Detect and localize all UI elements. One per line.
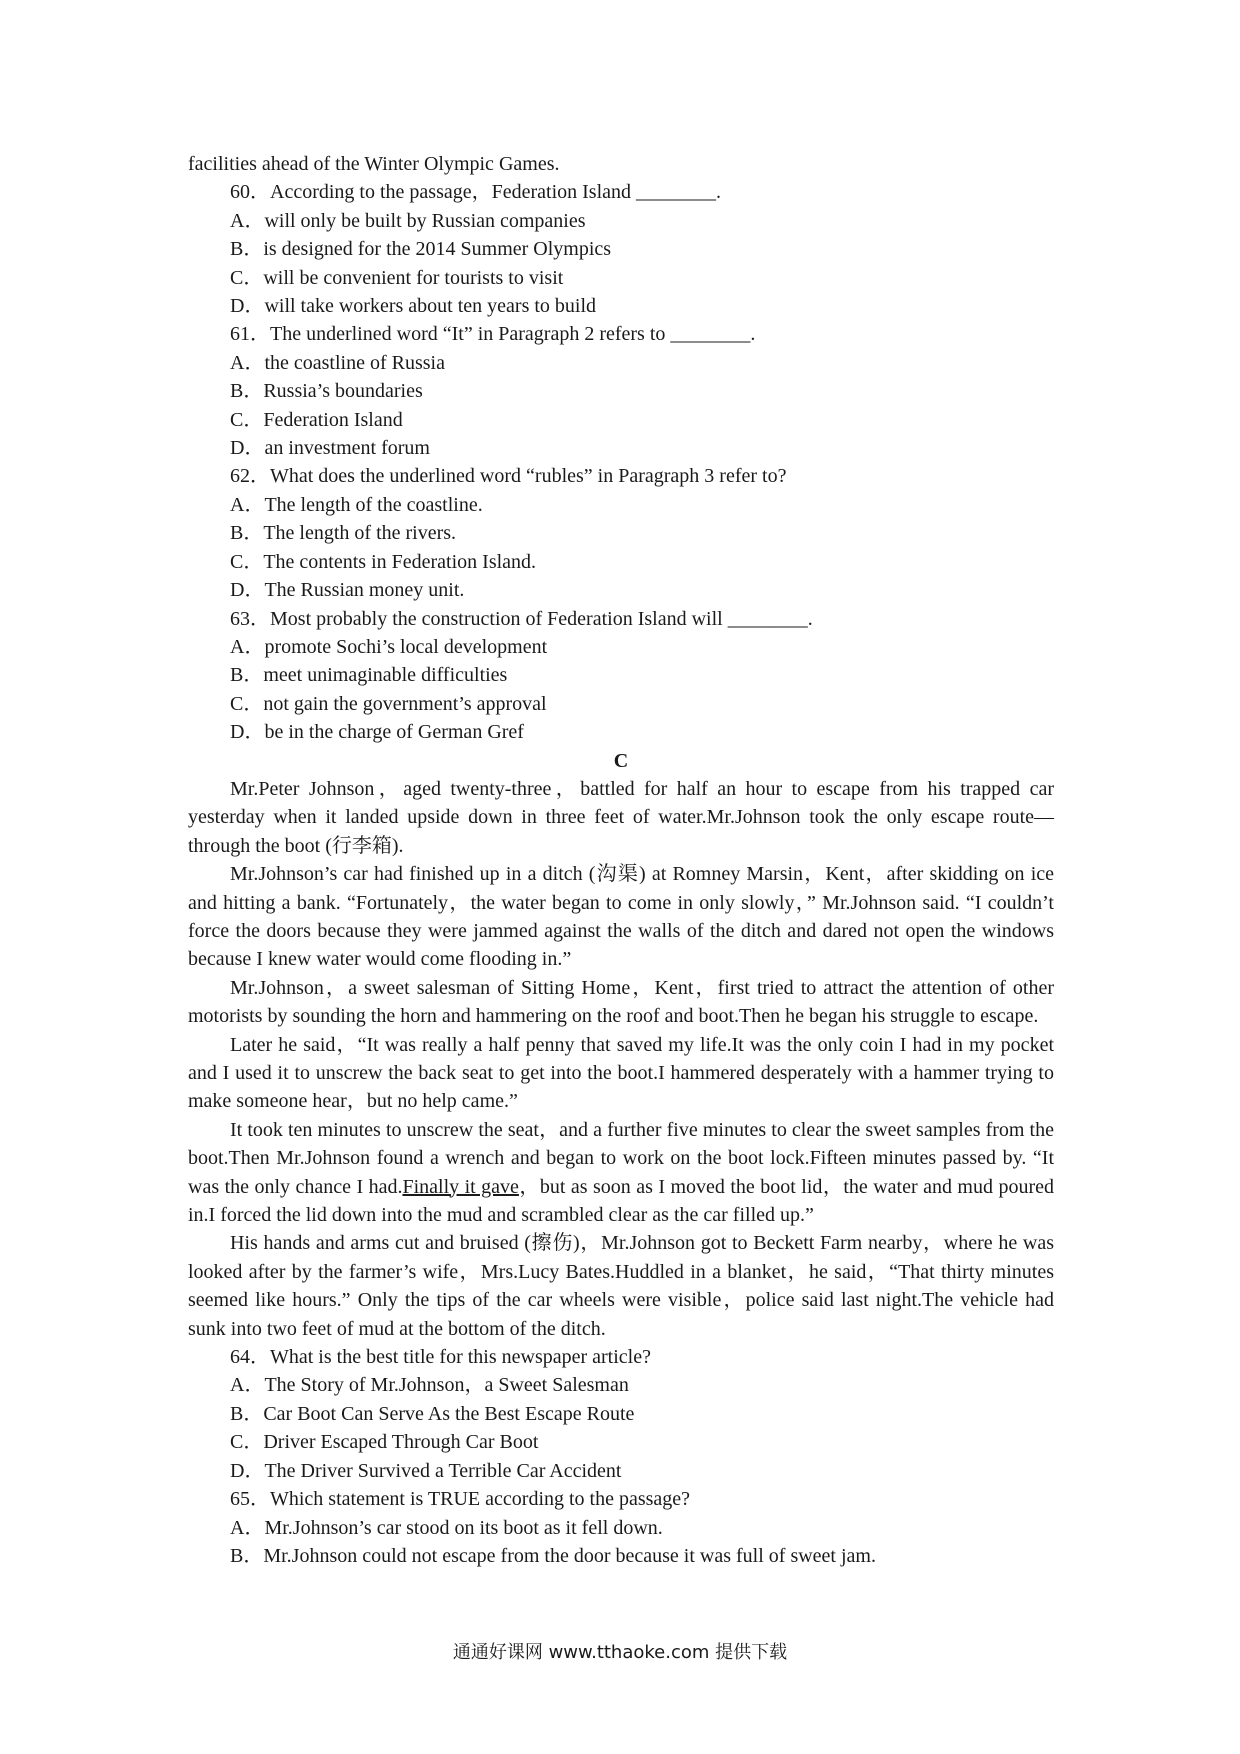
- option-d: D．The Russian money unit.: [230, 579, 465, 602]
- paragraph-text: It took ten minutes to unscrew the seat，and a further five minutes to clear the sweet samples from the boot.Then Mr.Johnson found a wrench and began to work on the boot lock.Fifteen minutes passed by. “It was the only chance I had.: [188, 1118, 1054, 1198]
- question-stem: 65．Which statement is TRUE according to the passage?: [230, 1488, 691, 1511]
- option-b: B．Car Boot Can Serve As the Best Escape Route: [230, 1402, 635, 1425]
- page-content: [188, 150, 1054, 1570]
- option-b: B．meet unimaginable difficulties: [230, 664, 508, 687]
- option-b: B．Russia’s boundaries: [230, 380, 423, 403]
- option-a: A．The Story of Mr.Johnson，a Sweet Salesman: [230, 1374, 629, 1397]
- option-a: A．the coastline of Russia: [230, 351, 445, 374]
- option-a: A．will only be built by Russian companies: [230, 209, 586, 232]
- option-c: C．not gain the government’s approval: [230, 692, 547, 715]
- continued-text: facilities ahead of the Winter Olympic Games.: [188, 153, 560, 175]
- question-64: [188, 1343, 1054, 1485]
- option-b: B．is designed for the 2014 Summer Olympics: [230, 238, 612, 261]
- option-d: D．an investment forum: [230, 437, 430, 460]
- passage-paragraph: Mr.Johnson’s car had finished up in a ditch (沟渠) at Romney Marsin，Kent，after skidding on ice and hitting a bank. “Fortunately，the water began to come in only slowly，” Mr.Johnson said. “I couldn’t force the doors because they were jammed against the walls of the ditch and dared not open the windows because I knew water would come flooding in.”: [188, 863, 1054, 971]
- passage-paragraph: [188, 1116, 1054, 1230]
- passage-paragraph: Mr.Peter Johnson，aged twenty-three，battled for half an hour to escape from his trapped car yesterday when it landed upside down in three feet of water.Mr.Johnson took the only escape route—through the boot (行李箱).: [188, 777, 1054, 857]
- option-d: D．The Driver Survived a Terrible Car Accident: [230, 1459, 622, 1482]
- question-63: [188, 605, 1054, 747]
- question-60: [188, 178, 1054, 320]
- question-stem: 63．Most probably the construction of Federation Island will ________.: [230, 607, 813, 630]
- question-stem: 62．What does the underlined word “rubles” in Paragraph 3 refer to?: [230, 465, 787, 488]
- option-c: C．Federation Island: [230, 408, 403, 431]
- option-d: D．be in the charge of German Gref: [230, 721, 524, 744]
- option-c: C．The contents in Federation Island.: [230, 550, 537, 573]
- option-a: A．promote Sochi’s local development: [230, 635, 548, 658]
- page-footer: 通通好课网 www.tthaoke.com 提供下载: [452, 1642, 788, 1663]
- option-a: A．Mr.Johnson’s car stood on its boot as it fell down.: [230, 1516, 663, 1539]
- passage-paragraph: His hands and arms cut and bruised (擦伤)，Mr.Johnson got to Beckett Farm nearby，where he was looked after by the farmer’s wife，Mrs.Lucy Bates.Huddled in a blanket，he said，“That thirty minutes seemed like hours.” Only the tips of the car wheels were visible，police said last night.The vehicle had sunk into two feet of mud at the bottom of the ditch.: [188, 1232, 1054, 1340]
- underlined-phrase: Finally it gave: [402, 1175, 519, 1198]
- option-d: D．will take workers about ten years to build: [230, 295, 597, 318]
- question-stem: 60．According to the passage，Federation Island ________.: [230, 181, 722, 204]
- question-62: [188, 462, 1054, 604]
- option-c: C．will be convenient for tourists to visit: [230, 266, 564, 289]
- paragraph-text: ，but as soon as I moved the boot lid，the water and mud poured in.I forced the lid down into the mud and scrambled clear as the car filled up.”: [188, 1175, 1054, 1227]
- option-a: A．The length of the coastline.: [230, 493, 483, 516]
- option-b: B．Mr.Johnson could not escape from the door because it was full of sweet jam.: [230, 1544, 876, 1567]
- option-b: B．The length of the rivers.: [230, 522, 457, 545]
- question-stem: 64．What is the best title for this newspaper article?: [230, 1346, 651, 1369]
- passage-paragraph: Mr.Johnson，a sweet salesman of Sitting Home，Kent，first tried to attract the attention of other motorists by sounding the horn and hammering on the roof and boot.Then he began his struggle to escape.: [188, 976, 1054, 1028]
- section-heading: C: [613, 749, 629, 772]
- option-c: C．Driver Escaped Through Car Boot: [230, 1431, 539, 1454]
- question-61: [188, 320, 1054, 462]
- question-65: [188, 1485, 1054, 1570]
- question-stem: 61．The underlined word “It” in Paragraph 2 refers to ________.: [230, 323, 756, 346]
- passage-paragraph: Later he said，“It was really a half penny that saved my life.It was the only coin I had in my pocket and I used it to unscrew the back seat to get into the boot.I hammered desperately with a hammer trying to make someone hear，but no help came.”: [188, 1033, 1054, 1113]
